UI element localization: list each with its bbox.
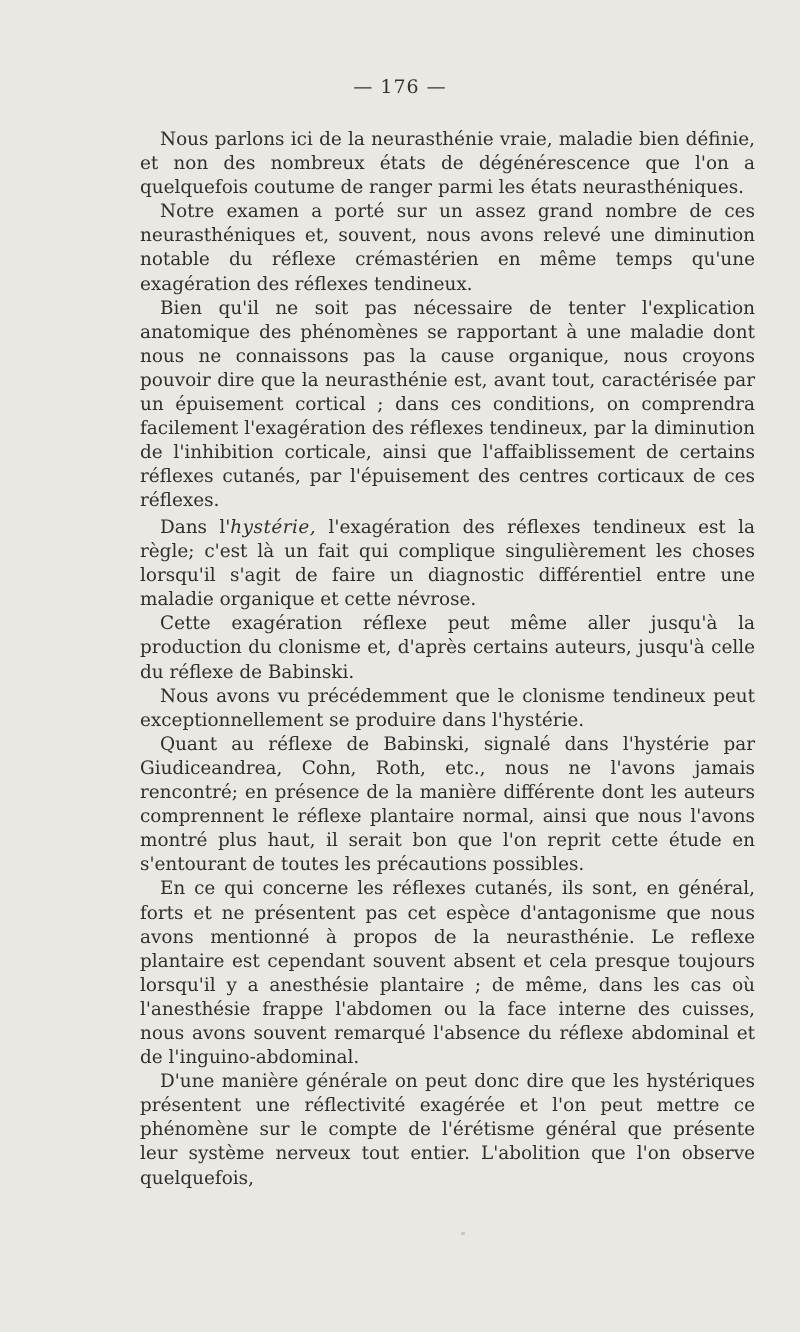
- neurasthenia-section: [140, 128, 755, 514]
- paragraph-cortical-exhaustion: Bien qu'il ne soit pas nécessaire de tenter l'explication anatomique des phénomènes se rapportant à une maladie dont nous ne connaissons pas la cause organique, nous croyons pouvoir dire que la neurasthénie est, avant tout, caractérisée par un épuisement cortical ; dans ces conditions, on comprendra facilement l'exagération des réflexes tendineux, par la diminution de l'inhibition corticale, ainsi que l'affaiblissement de certains réflexes cutanés, par l'épuisement des centres corticaux de ces réflexes.: [140, 297, 755, 512]
- page-number: — 176 —: [353, 76, 447, 98]
- paragraph-tendon-clonism: Nous avons vu précédemment que le clonisme tendineux peut exceptionnellement se produire dans l'hystérie.: [140, 685, 755, 731]
- ink-speck: [461, 1232, 465, 1235]
- paragraph-babinski-reflex: Quant au réflexe de Babinski, signalé dans l'hystérie par Giudiceandrea, Cohn, Roth, etc., nous ne l'avons jamais rencontré; en présence de la manière différente dont les auteurs comprennent le réflexe plantaire normal, ainsi que nous l'avons montré plus haut, il serait bon que l'on reprit cette étude en s'entourant de toutes les précautions possibles.: [140, 733, 755, 876]
- hysteria-term: hystérie,: [230, 517, 317, 538]
- paragraph-clonism: Cette exagération réflexe peut même aller jusqu'à la production du clonisme et, d'après certains auteurs, jusqu'à celle du réflexe de Babinski.: [140, 613, 755, 683]
- paragraph-cutaneous-reflexes: En ce qui concerne les réflexes cutanés, ils sont, en général, forts et ne présentent pas cet espèce d'antagonisme que nous avons mentionné à propos de la neurasthénie. Le reflexe plantaire est cependant souvent absent et cela presque toujours lorsqu'il y a anesthésie plantaire ; de même, dans les cas où l'anesthésie frappe l'abdomen ou la face interne des cuisses, nous avons souvent remarqué l'absence du réflexe abdominal et de l'inguino-abdominal.: [140, 878, 755, 1069]
- paragraph-neurasthenia-definition: Nous parlons ici de la neurasthénie vraie, maladie bien définie, et non des nombreux états de dégénérescence que l'on a quelquefois coutume de ranger parmi les états neurasthéniques.: [140, 129, 755, 199]
- hysteria-section: [140, 516, 755, 1191]
- paragraph-cremasteric-reflex: Notre examen a porté sur un assez grand nombre de ces neurasthéniques et, souvent, nous avons relevé une diminution notable du réflexe crémastérien en même temps qu'une exagération des réflexes tendineux.: [140, 201, 755, 295]
- paragraph-hysteria-intro: [140, 516, 755, 612]
- hysteria-intro-prefix: Dans l': [160, 517, 231, 538]
- paragraph-reflectivity: D'une manière générale on peut donc dire que les hystériques présentent une réflectivité exagérée et l'on peut mettre ce phénomène sur le compte de l'érétisme général que présente leur système nerveux tout entier. L'abolition que l'on observe quelquefois,: [140, 1071, 755, 1189]
- hysteria-intro-text: l'exagération des réflexes tendineux est la règle; c'est là un fait qui complique singulièrement les choses lorsqu'il s'agit de faire un diagnostic différentiel entre une maladie organique et cette névrose.: [140, 517, 755, 611]
